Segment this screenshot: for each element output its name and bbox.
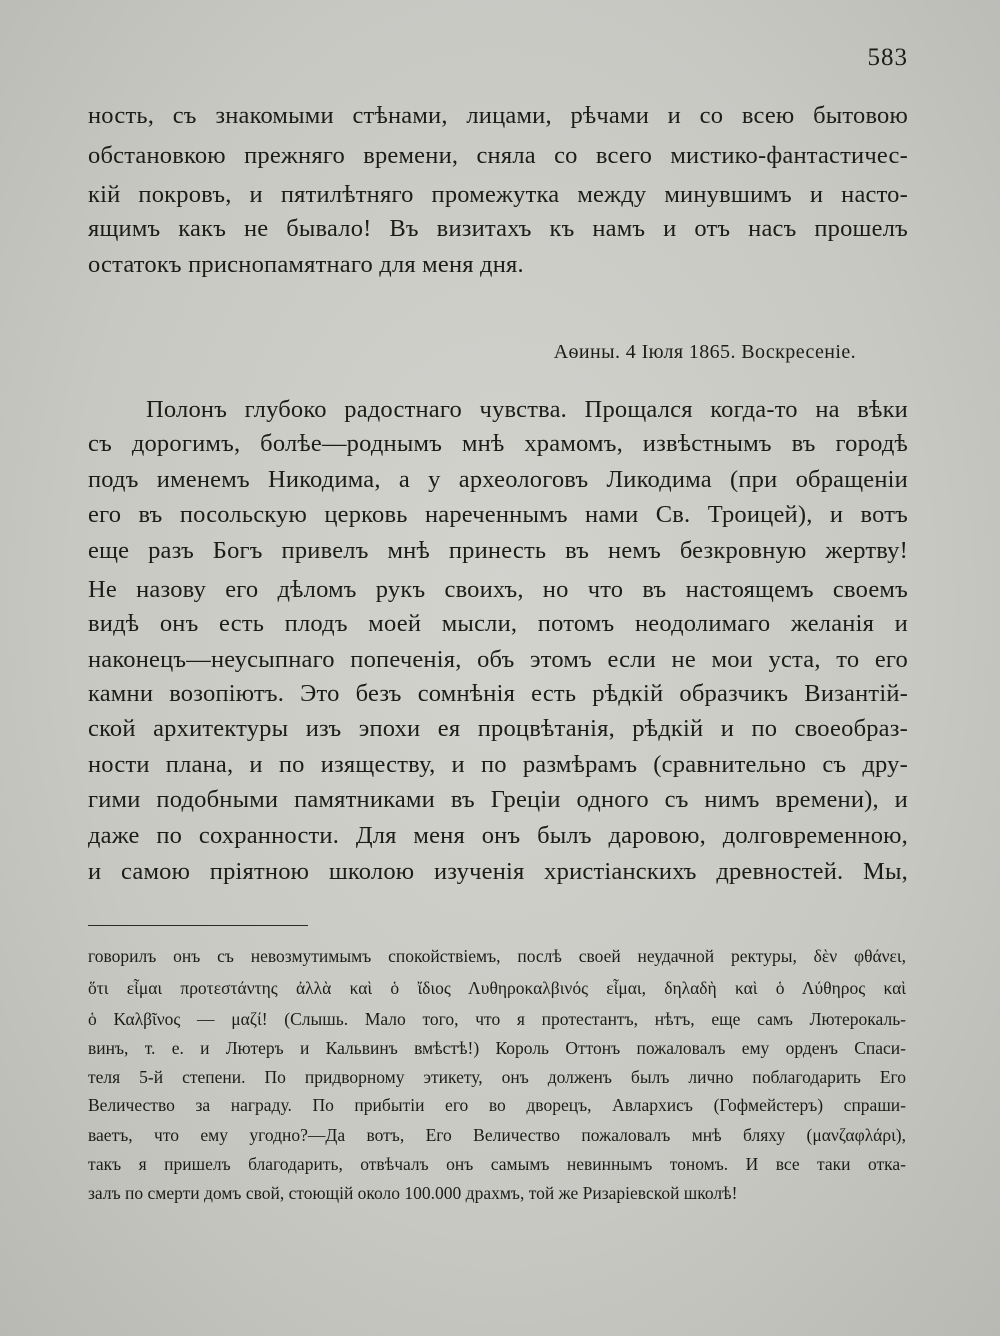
footnote-line: винъ, т. е. и Лютеръ и Кальвинъ вмѣстѣ!) Король Оттонъ пожаловалъ ему орденъ Спаси- [88,1038,906,1058]
footnote-line: теля 5-й степени. По придворному этикету, онъ долженъ былъ лично поблагодарить Его [88,1067,906,1087]
text-line: даже по сохранности. Для меня онъ былъ даровою, долговременною, [88,822,908,849]
text-line: подъ именемъ Никодима, а у археологовъ Ликодима (при обращеніи [88,466,908,493]
text-line: еще разъ Богъ привелъ мнѣ принесть въ немъ безкровную жертву! [88,537,908,564]
footnote-line: такъ я пришелъ благодарить, отвѣчалъ онъ самымъ невиннымъ тономъ. И все таки отка- [88,1154,906,1174]
footnote-line: залъ по смерти домъ свой, стоющій около 100.000 драхмъ, той же Ризаріевской школѣ! [88,1183,738,1203]
text-line: ность, съ знакомыми стѣнами, лицами, рѣчами и со всею бытовою [88,102,908,129]
text-line: камни возопіютъ. Это безъ сомнѣнія есть рѣдкій образчикъ Византій- [88,680,908,707]
footnote-line: ваетъ, что ему угодно?—Да вотъ, Его Величество пожаловалъ мнѣ бляху (μανζαφλάρι), [88,1125,906,1145]
text-line: Полонъ глубоко радостнаго чувства. Прощался когда-то на вѣки [146,396,908,423]
text-line: съ дорогимъ, болѣе—роднымъ мнѣ храмомъ, извѣстнымъ въ городѣ [88,430,908,457]
footnote-line: Величество за награду. По прибытіи его во дворецъ, Авлархисъ (Гофмейстеръ) спраши- [88,1095,906,1115]
footnote-line: ὁ Καλβῖνος — μαζί! (Слышь. Мало того, что я протестантъ, нѣтъ, еще самъ Лютерокаль- [88,1009,906,1029]
text-line: наконецъ—неусыпнаго попеченія, объ этомъ если не мои уста, то его [88,646,908,673]
text-line: остатокъ приснопамятнаго для меня дня. [88,251,524,278]
footnote-line: ὅτι εἶμαι προτεστάντης ἀλλὰ καὶ ὁ ἴδιος Λυθηροκαλβινός εἶμαι, δηλαδὴ καὶ ὁ Λύθηρος καὶ [88,978,906,998]
text-line: обстановкою прежняго времени, сняла со всего мистико-фантастичес- [88,142,908,169]
text-line: кій покровъ, и пятилѣтняго промежутка между минувшимъ и насто- [88,181,908,208]
text-line: видѣ онъ есть плодъ моей мысли, потомъ неодолимаго желанія и [88,610,908,637]
diary-dateline: Аѳины. 4 Іюля 1865. Воскресеніе. [553,341,856,363]
page-number: 583 [867,44,908,71]
text-line: и самою пріятною школою изученія христіанскихъ древностей. Мы, [88,858,908,885]
text-line: гими подобными памятниками въ Греціи одного съ нимъ времени), и [88,786,908,813]
footnote-line: говорилъ онъ съ невозмутимымъ спокойствіемъ, послѣ своей неудачной ректуры, δὲν φθάνει, [88,946,906,966]
text-line: ности плана, и по изяществу, и по размѣрамъ (сравнительно съ дру- [88,751,908,778]
text-line: Не назову его дѣломъ рукъ своихъ, но что въ настоящемъ своемъ [88,576,908,603]
text-line: его въ посольскую церковь нареченнымъ нами Св. Троицей), и вотъ [88,501,908,528]
footnote-divider [88,925,308,926]
text-line: ской архитектуры изъ эпохи ея процвѣтанія, рѣдкій и по своеобраз- [88,715,908,742]
text-line: ящимъ какъ не бывало! Въ визитахъ къ намъ и отъ насъ прошелъ [88,215,908,242]
